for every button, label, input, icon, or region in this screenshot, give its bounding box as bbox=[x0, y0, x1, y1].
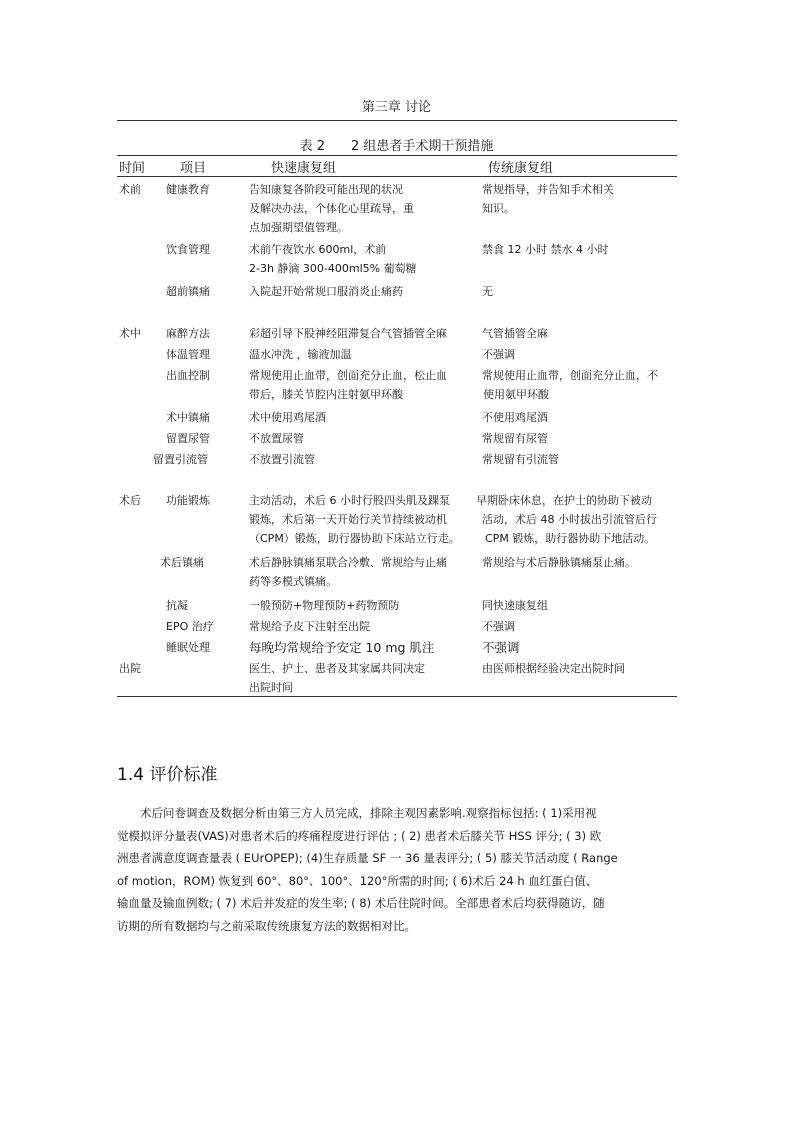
cell-item: 抗凝 bbox=[166, 599, 188, 612]
cell-traditional-line: 早期卧床休息，在护士的协助下被动 bbox=[476, 494, 652, 507]
paragraph-line: 访期的所有数据均与之前采取传统康复方法的数据相对比。 bbox=[117, 918, 416, 933]
cell-item: 留置引流管 bbox=[153, 453, 208, 466]
cell-fast bbox=[249, 408, 326, 427]
paragraph-line: 觉模拟评分量表(VAS)对患者术后的疼痛程度进行评估 ; ( 2) 患者术后膝关节 HSS 评分; ( 3) 欧 bbox=[117, 828, 602, 843]
cell-traditional-line: 禁食 12 小时 禁水 4 小时 bbox=[482, 243, 609, 256]
cell-item: 术后镇痛 bbox=[160, 556, 204, 569]
cell-fast-line: 每晚均常规给予安定 10 mg 肌注 bbox=[249, 640, 435, 655]
cell-traditional-line: 常规使用止血带，创面充分止血，不 bbox=[482, 369, 658, 382]
cell-item: 术中镇痛 bbox=[166, 411, 210, 424]
cell-item: 出血控制 bbox=[166, 369, 210, 382]
cell-item: EPO 治疗 bbox=[166, 620, 214, 633]
column-header-fast: 快速康复组 bbox=[271, 161, 337, 176]
cell-fast bbox=[249, 491, 460, 548]
cell-item: 功能锻炼 bbox=[166, 494, 210, 507]
cell-fast-line: 常规给予皮下注射至出院 bbox=[249, 620, 370, 633]
cell-traditional-line: 常规留有引流管 bbox=[482, 453, 559, 466]
cell-traditional-line: 不强调 bbox=[482, 620, 515, 633]
evaluation-paragraph bbox=[117, 802, 679, 937]
cell-fast-line: 温水冲洗 ，输液加温 bbox=[249, 348, 352, 361]
cell-traditional bbox=[482, 638, 520, 657]
cell-fast bbox=[249, 596, 399, 615]
cell-traditional bbox=[482, 659, 625, 678]
cell-fast-line: 出院时间 bbox=[249, 681, 293, 694]
cell-fast-line: 不放置引流管 bbox=[249, 453, 315, 466]
cell-traditional bbox=[482, 180, 614, 218]
cell-fast-line: 药等多模式镇痛。 bbox=[249, 575, 337, 588]
cell-fast-line: 点加强期望值管理。 bbox=[249, 221, 348, 234]
cell-traditional bbox=[482, 429, 548, 448]
table-header-rule bbox=[117, 176, 677, 177]
cell-traditional-line: 同快速康复组 bbox=[482, 599, 548, 612]
cell-traditional-line: 常规指导，并告知手术相关 bbox=[482, 183, 614, 196]
cell-fast-line: 不放置尿管 bbox=[249, 432, 304, 445]
cell-fast-line: 常规使用止血带，创面充分止血，松止血 bbox=[249, 369, 447, 382]
cell-fast-line: 医生、护士、患者及其家属共同决定 bbox=[249, 662, 425, 675]
cell-time: 术前 bbox=[119, 183, 141, 196]
cell-traditional-line: 常规给与术后静脉镇痛泵止痛。 bbox=[482, 556, 636, 569]
cell-time: 术中 bbox=[119, 327, 141, 340]
paragraph-line: 输血量及输血例数; ( 7) 术后并发症的发生率; ( 8) 术后住院时间。全部患者术后均获得随访，随 bbox=[117, 896, 605, 910]
cell-fast bbox=[249, 617, 370, 636]
cell-fast bbox=[249, 282, 403, 301]
cell-fast bbox=[249, 240, 417, 278]
cell-traditional-line: 不强调 bbox=[482, 640, 520, 655]
cell-traditional-line: CPM 锻炼，助行器协助下地活动。 bbox=[485, 532, 656, 545]
cell-item: 健康教育 bbox=[166, 183, 210, 196]
paragraph-line: of motion，ROM) 恢复到 60°、80°、100°、120°所需的时间; ( 6)术后 24 h 血红蛋白值、 bbox=[117, 873, 598, 888]
cell-traditional-line: 无 bbox=[482, 285, 493, 298]
cell-traditional-line: 由医师根据经验决定出院时间 bbox=[482, 662, 625, 675]
cell-traditional bbox=[482, 450, 559, 469]
cell-fast-line: 术后静脉镇痛泵联合冷敷、常规给与止痛 bbox=[249, 556, 447, 569]
cell-fast bbox=[249, 366, 447, 404]
cell-item: 留置尿管 bbox=[166, 432, 210, 445]
cell-fast bbox=[249, 659, 425, 697]
cell-traditional-line: 常规留有尿管 bbox=[482, 432, 548, 445]
paragraph-line: 术后问卷调查及数据分析由第三方人员完成，排除主观因素影响.观察指标包括: ( 1)采用视 bbox=[140, 806, 597, 820]
cell-traditional bbox=[482, 345, 515, 364]
cell-fast-line: 及解决办法，个体化心里疏导，重 bbox=[249, 202, 414, 215]
cell-fast-line: 入院起开始常规口服消炎止痛药 bbox=[249, 285, 403, 298]
cell-fast bbox=[249, 324, 447, 343]
cell-item: 体温管理 bbox=[166, 348, 210, 361]
cell-fast bbox=[249, 638, 434, 657]
cell-traditional bbox=[482, 408, 548, 427]
cell-fast-line: 锻炼，术后第一天开始行关节持续被动机 bbox=[249, 513, 447, 526]
cell-fast-line: 告知康复各阶段可能出现的状况 bbox=[249, 183, 403, 196]
cell-fast bbox=[249, 429, 304, 448]
cell-traditional bbox=[482, 596, 548, 615]
cell-traditional bbox=[476, 491, 657, 548]
cell-item: 超前镇痛 bbox=[166, 285, 210, 298]
cell-fast-line: 术中使用鸡尾酒 bbox=[249, 411, 326, 424]
table-caption: 表 2 2 组患者手术期干预措施 bbox=[299, 139, 494, 154]
cell-fast bbox=[249, 450, 315, 469]
cell-time: 出院 bbox=[119, 662, 141, 675]
cell-traditional-line: 使用氨甲环酸 bbox=[483, 388, 549, 401]
cell-fast bbox=[249, 180, 414, 237]
cell-traditional bbox=[482, 553, 636, 572]
cell-fast-line: 带后，膝关节腔内注射氨甲环酸 bbox=[249, 388, 403, 401]
chapter-title: 第三章 讨论 bbox=[361, 100, 432, 115]
cell-traditional bbox=[482, 240, 608, 259]
cell-traditional-line: 不强调 bbox=[482, 348, 515, 361]
column-header-time: 时间 bbox=[119, 161, 146, 176]
cell-traditional-line: 活动，术后 48 小时拔出引流管后行 bbox=[482, 513, 657, 526]
section-heading: 1.4 评价标准 bbox=[117, 765, 218, 785]
cell-fast bbox=[249, 345, 352, 364]
cell-fast-line: 2-3h 静滴 300-400ml5% 葡萄糖 bbox=[249, 262, 417, 275]
cell-item: 饮食管理 bbox=[166, 243, 210, 256]
cell-fast bbox=[249, 553, 447, 591]
table-top-rule bbox=[117, 155, 677, 156]
header-rule bbox=[117, 120, 677, 121]
cell-fast-line: （CPM）锻炼，助行器协助下床站立行走。 bbox=[249, 532, 460, 545]
cell-fast-line: 主动活动，术后 6 小时行股四头肌及踝泵 bbox=[249, 494, 450, 507]
cell-traditional bbox=[482, 366, 658, 404]
cell-traditional-line: 不使用鸡尾酒 bbox=[482, 411, 548, 424]
cell-fast-line: 术前午夜饮水 600ml，术前 bbox=[249, 243, 387, 256]
cell-item: 睡眠处理 bbox=[166, 641, 210, 654]
cell-traditional-line: 气管插管全麻 bbox=[482, 327, 548, 340]
cell-traditional bbox=[482, 282, 493, 301]
cell-item: 麻醉方法 bbox=[166, 327, 210, 340]
column-header-item: 项目 bbox=[180, 161, 207, 176]
cell-time: 术后 bbox=[119, 494, 141, 507]
cell-traditional bbox=[482, 617, 515, 636]
paragraph-line: 洲患者满意度调查量表 ( EUrOPEP); (4)生存质量 SF 一 36 量表评分; ( 5) 膝关节活动度 ( Range bbox=[117, 851, 618, 865]
cell-traditional bbox=[482, 324, 548, 343]
cell-fast-line: 彩超引导下股神经阻滞复合气管插管全麻 bbox=[249, 327, 447, 340]
cell-traditional-line: 知识。 bbox=[482, 202, 515, 215]
table-bottom-rule bbox=[117, 696, 677, 697]
cell-fast-line: 一般预防+物理预防+药物预防 bbox=[249, 599, 400, 612]
column-header-traditional: 传统康复组 bbox=[488, 161, 554, 176]
